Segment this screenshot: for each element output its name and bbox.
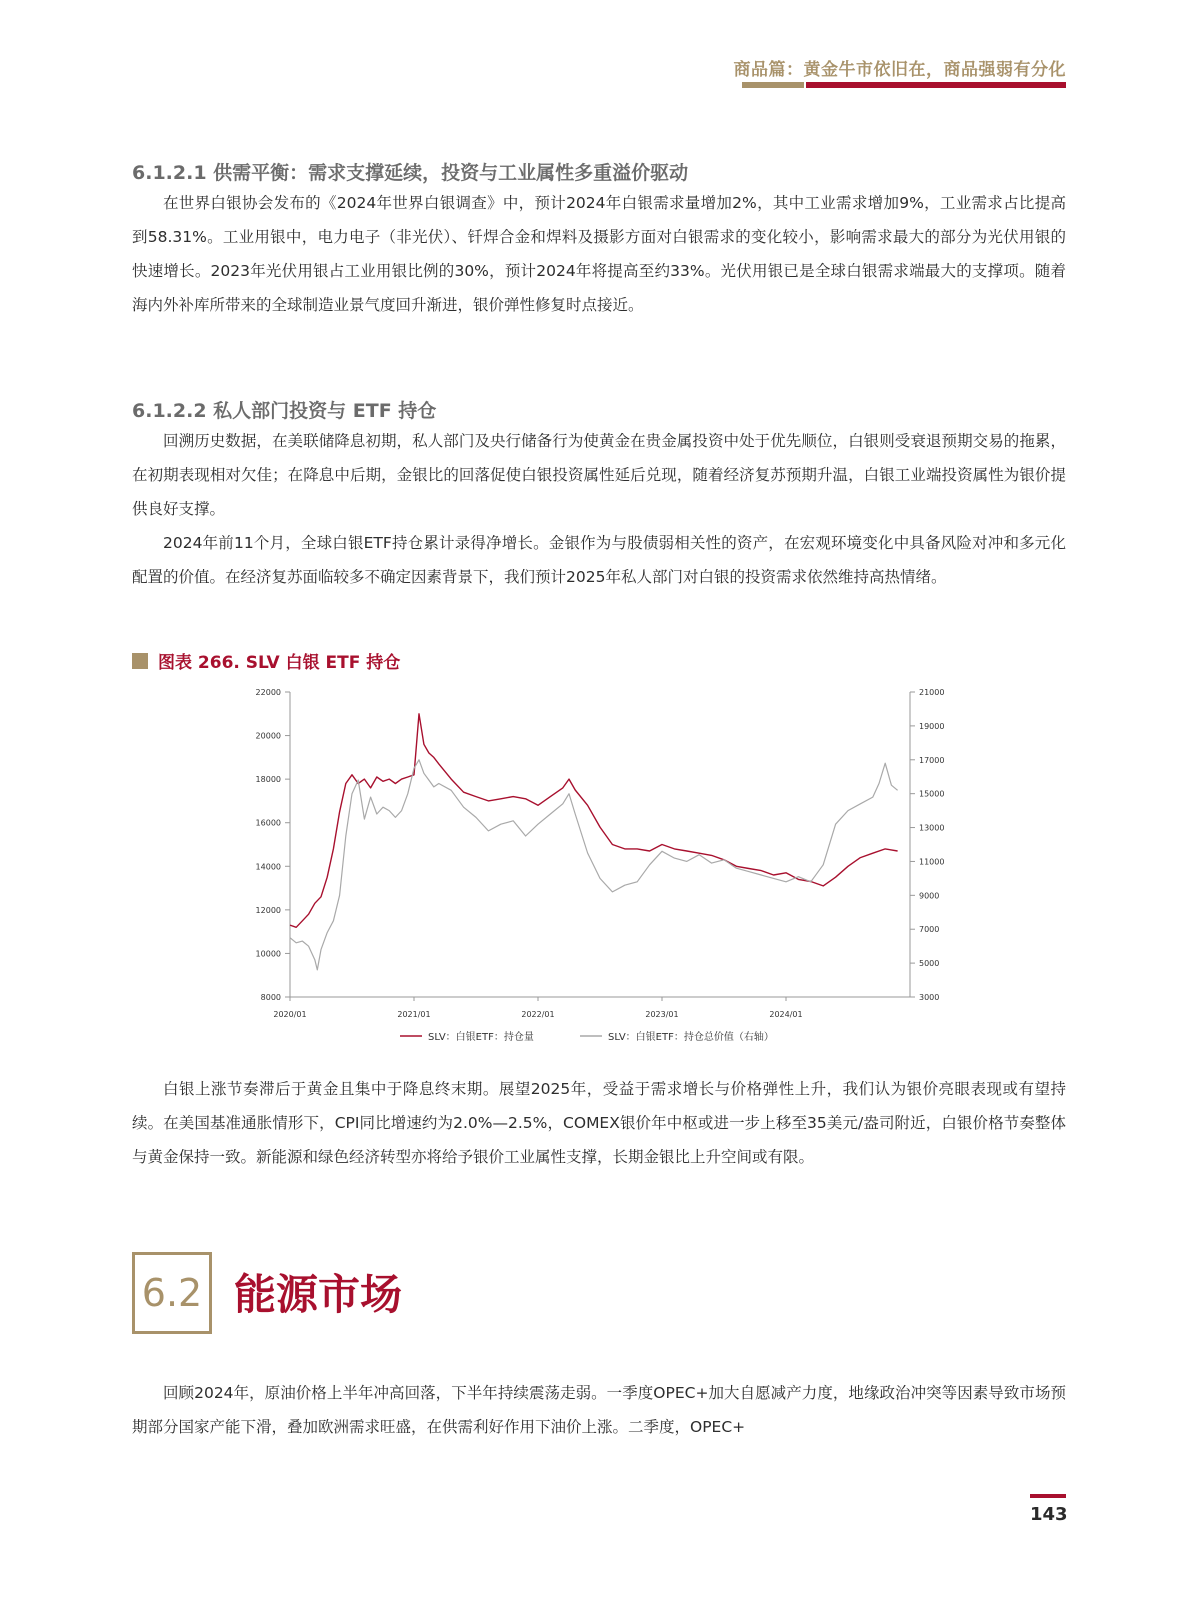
paragraph-energy-review: 回顾2024年，原油价格上半年冲高回落，下半年持续震荡走弱。一季度OPEC+加大自愿减产力度，地缘政治冲突等因素导致市场预期部分国家产能下滑，叠加欧洲需求旺盛，在供需利好作用下油价上涨。二季度，OPEC+ [132,1384,1066,1436]
section-heading-6-1-2-1: 6.1.2.1 供需平衡：需求支撑延续，投资与工业属性多重溢价驱动 [132,162,689,184]
x-tick-label: 2023/01 [645,1010,679,1019]
header-bar-red [806,82,1066,88]
figure-title-text: 图表 266. SLV 白银 ETF 持仓 [158,653,401,673]
y-left-tick-label: 10000 [255,949,281,959]
y-right-tick-label: 9000 [919,891,940,901]
section-number-box [132,1252,212,1334]
y-left-tick-label: 12000 [255,905,281,915]
y-left-tick-label: 16000 [255,818,281,828]
page-number: 143 [1030,1504,1068,1525]
y-right-tick-label: 21000 [919,688,945,697]
y-right-tick-label: 11000 [919,857,945,867]
y-right-tick-label: 15000 [919,789,945,799]
x-tick-label: 2021/01 [397,1010,431,1019]
series-line-holdings [290,714,898,928]
y-left-tick-label: 18000 [255,775,281,785]
legend-label: SLV：白银ETF：持仓量 [428,1032,534,1043]
x-tick-label: 2022/01 [521,1010,555,1019]
y-left-tick-label: 14000 [255,862,281,872]
figure-title [132,648,400,673]
x-tick-label: 2024/01 [769,1010,803,1019]
section-heading-6-1-2-2: 6.1.2.2 私人部门投资与 ETF 持仓 [132,400,437,422]
y-right-tick-label: 3000 [919,993,940,1002]
chart-axes [256,688,945,1019]
header-bar-gold [742,82,804,88]
paragraph-private-investment: 回溯历史数据，在美联储降息初期，私人部门及央行储备行为使黄金在贵金属投资中处于优先顺位，白银则受衰退预期交易的拖累，在初期表现相对欠佳；在降息中后期，金银比的回落促使白银投资属性延后兑现，随着经济复苏预期升温，白银工业端投资属性为银价提供良好支撑。 [132,432,1066,518]
footer-bar [1030,1494,1066,1498]
header-title: 商品篇：黄金牛市依旧在，商品强弱有分化 [733,60,1066,80]
series-line-total-value [290,760,898,970]
paragraph-etf-holdings: 2024年前11个月，全球白银ETF持仓累计录得净增长。金银作为与股债弱相关性的资产，在宏观环境变化中具备风险对冲和多元化配置的价值。在经济复苏面临较多不确定因素背景下，我们预计2025年私人部门对白银的投资需求依然维持高热情绪。 [132,534,1066,586]
y-right-tick-label: 5000 [919,959,940,969]
y-left-tick-label: 8000 [260,993,281,1002]
y-left-tick-label: 22000 [255,688,281,697]
y-right-tick-label: 19000 [919,721,945,731]
chart-legend [400,1030,774,1043]
section-number: 6.2 [141,1271,203,1315]
paragraph-outlook: 白银上涨节奏滞后于黄金且集中于降息终末期。展望2025年，受益于需求增长与价格弹性上升，我们认为银价亮眼表现或有望持续。在美国基准通胀情形下，CPI同比增速约为2.0%—2.5%，COMEX银价年中枢或进一步上移至35美元/盎司附近，白银价格节奏整体与黄金保持一致。新能源和绿色经济转型亦将给予银价工业属性支撑，长期金银比上升空间或有限。 [132,1080,1066,1166]
slv-etf-chart [240,680,960,1060]
y-left-tick-label: 20000 [255,731,281,741]
y-right-tick-label: 7000 [919,925,940,935]
y-right-tick-label: 13000 [919,823,945,833]
chart-series [290,714,898,970]
x-tick-label: 2020/01 [273,1010,307,1019]
section-title-energy: 能源市场 [234,1270,403,1319]
figure-marker-icon [132,653,148,669]
y-right-tick-label: 17000 [919,755,945,765]
paragraph-supply-demand: 在世界白银协会发布的《2024年世界白银调查》中，预计2024年白银需求量增加2%，其中工业需求增加9%，工业需求占比提高到58.31%。工业用银中，电力电子（非光伏）、钎焊合金和焊料及摄影方面对白银需求的变化较小，影响需求最大的部分为光伏用银的快速增长。2023年光伏用银占工业用银比例的30%，预计2024年将提高至约33%。光伏用银已是全球白银需求端最大的支撑项。随着海内外补库所带来的全球制造业景气度回升渐进，银价弹性修复时点接近。 [132,194,1066,314]
legend-label: SLV：白银ETF：持仓总价值（右轴） [608,1032,774,1043]
